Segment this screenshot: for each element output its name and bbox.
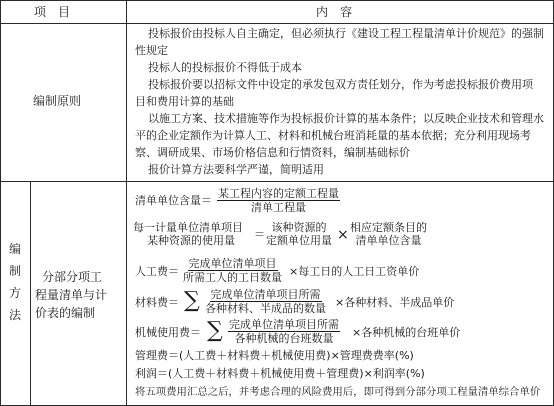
formula-2-middle-line-2: 定额单位用量 <box>266 234 332 247</box>
formula-2-times: × <box>337 227 349 243</box>
formula-1-lhs: 清单单位含量＝ <box>135 194 212 207</box>
formula-5-fraction <box>228 318 340 345</box>
formula-5-lhs: 机械使用费＝ <box>135 326 201 339</box>
formula-2-right <box>350 221 427 247</box>
row-divider <box>0 181 554 182</box>
formula-1-fraction <box>217 187 340 214</box>
principle-line-7: 平的企业定额作为计算人工、材料和机械台班消耗量的基本依据；充分利用现场考 <box>135 129 531 142</box>
formula-3-numerator: 完成单位清单项目 <box>188 257 277 270</box>
formula-2-lhs <box>133 221 243 247</box>
formula-8: 将五项费用汇总之后，并考虑合理的风险费用后，即可得到分部分项工程量清单综合单价 <box>135 386 541 398</box>
formula-2-eq: ＝ <box>254 228 265 241</box>
principle-line-2: 性规定 <box>135 44 168 57</box>
header-content: 内 容 <box>316 5 353 19</box>
formula-2-middle <box>266 221 332 247</box>
formula-6: 管理费＝(人工费＋材料费＋机械使用费)×管理费费率(%) <box>135 349 414 362</box>
formula-1-numerator: 某工程内容的定额工程量 <box>218 187 339 200</box>
principles-label: 编制原则 <box>33 94 82 108</box>
formula-3-lhs: 人工费＝ <box>135 265 179 278</box>
formula-3-rest: ×每工日的人工日工资单价 <box>289 265 420 278</box>
formula-2-lhs-line-1: 每一计量单位清单项目 <box>133 221 243 234</box>
formula-4-sigma: ∑ <box>184 288 200 313</box>
formula-5-sigma: ∑ <box>207 318 223 343</box>
method-sub-label-line-1: 分部分项工 <box>42 270 103 284</box>
principle-line-8: 察、调研成果、市场价格信息和行情资料，编制基础标价 <box>135 146 410 159</box>
method-sub-label-line-3: 价表的编制 <box>35 306 96 320</box>
formula-4-denominator: 各种材料、半成品的数量 <box>205 302 326 315</box>
method-sub-label-line-2: 程量清单与计 <box>35 288 108 302</box>
principle-line-1: 投标报价由投标人自主确定，但必须执行《建设工程工程量清单计价规范》的强制 <box>148 27 544 40</box>
formula-4-lhs: 材料费＝ <box>135 296 179 309</box>
formula-5-rest: ×各种机械的台班单价 <box>352 326 461 339</box>
table-border-left <box>0 0 1 406</box>
principle-line-3: 投标人的投标报价不得低于成本 <box>148 61 302 74</box>
formula-4-fraction <box>205 288 326 315</box>
principle-line-6: 以施工方案、技术措施等作为投标报价计算的基本条件；以反映企业技术和管理水 <box>148 112 544 125</box>
formula-4-numerator: 完成单位清单项目所需 <box>210 288 321 301</box>
formula-2-right-line-1: 相应定额条目的 <box>350 221 427 234</box>
principle-line-9: 报价计算方法要科学严谨，简明适用 <box>148 163 324 176</box>
method-subcolumn-divider <box>30 181 31 406</box>
principle-line-5: 目和费用计算的基础 <box>135 95 234 108</box>
table-border-top <box>0 0 554 1</box>
header-item: 项 目 <box>34 5 71 19</box>
formula-3-denominator: 所需工人的工日数量 <box>183 271 282 284</box>
formula-1-denominator: 清单工程量 <box>251 201 306 214</box>
formula-2-middle-line-1: 该种资源的 <box>271 221 327 234</box>
formula-5-numerator: 完成单位清单项目所需 <box>229 318 339 331</box>
header-divider <box>0 23 554 24</box>
principle-line-4: 投标报价要以招标文件中设定的承发包双方责任划分，作为考虑投标报价费用项 <box>148 78 533 91</box>
column-divider <box>126 0 127 406</box>
formula-2-right-line-2: 清单单位含量 <box>355 234 422 247</box>
formula-3-fraction <box>183 257 282 284</box>
formula-5-denominator: 各种机械的台班数量 <box>234 332 334 345</box>
formula-7: 利润＝(人工费＋材料费＋机械使用费＋管理费)×利润率(%) <box>135 367 425 380</box>
formula-2-lhs-line-2: 某种资源的使用量 <box>147 234 235 247</box>
method-label: 编制方法 <box>8 242 21 322</box>
formula-4-rest: ×各种材料、半成品单价 <box>335 296 455 309</box>
